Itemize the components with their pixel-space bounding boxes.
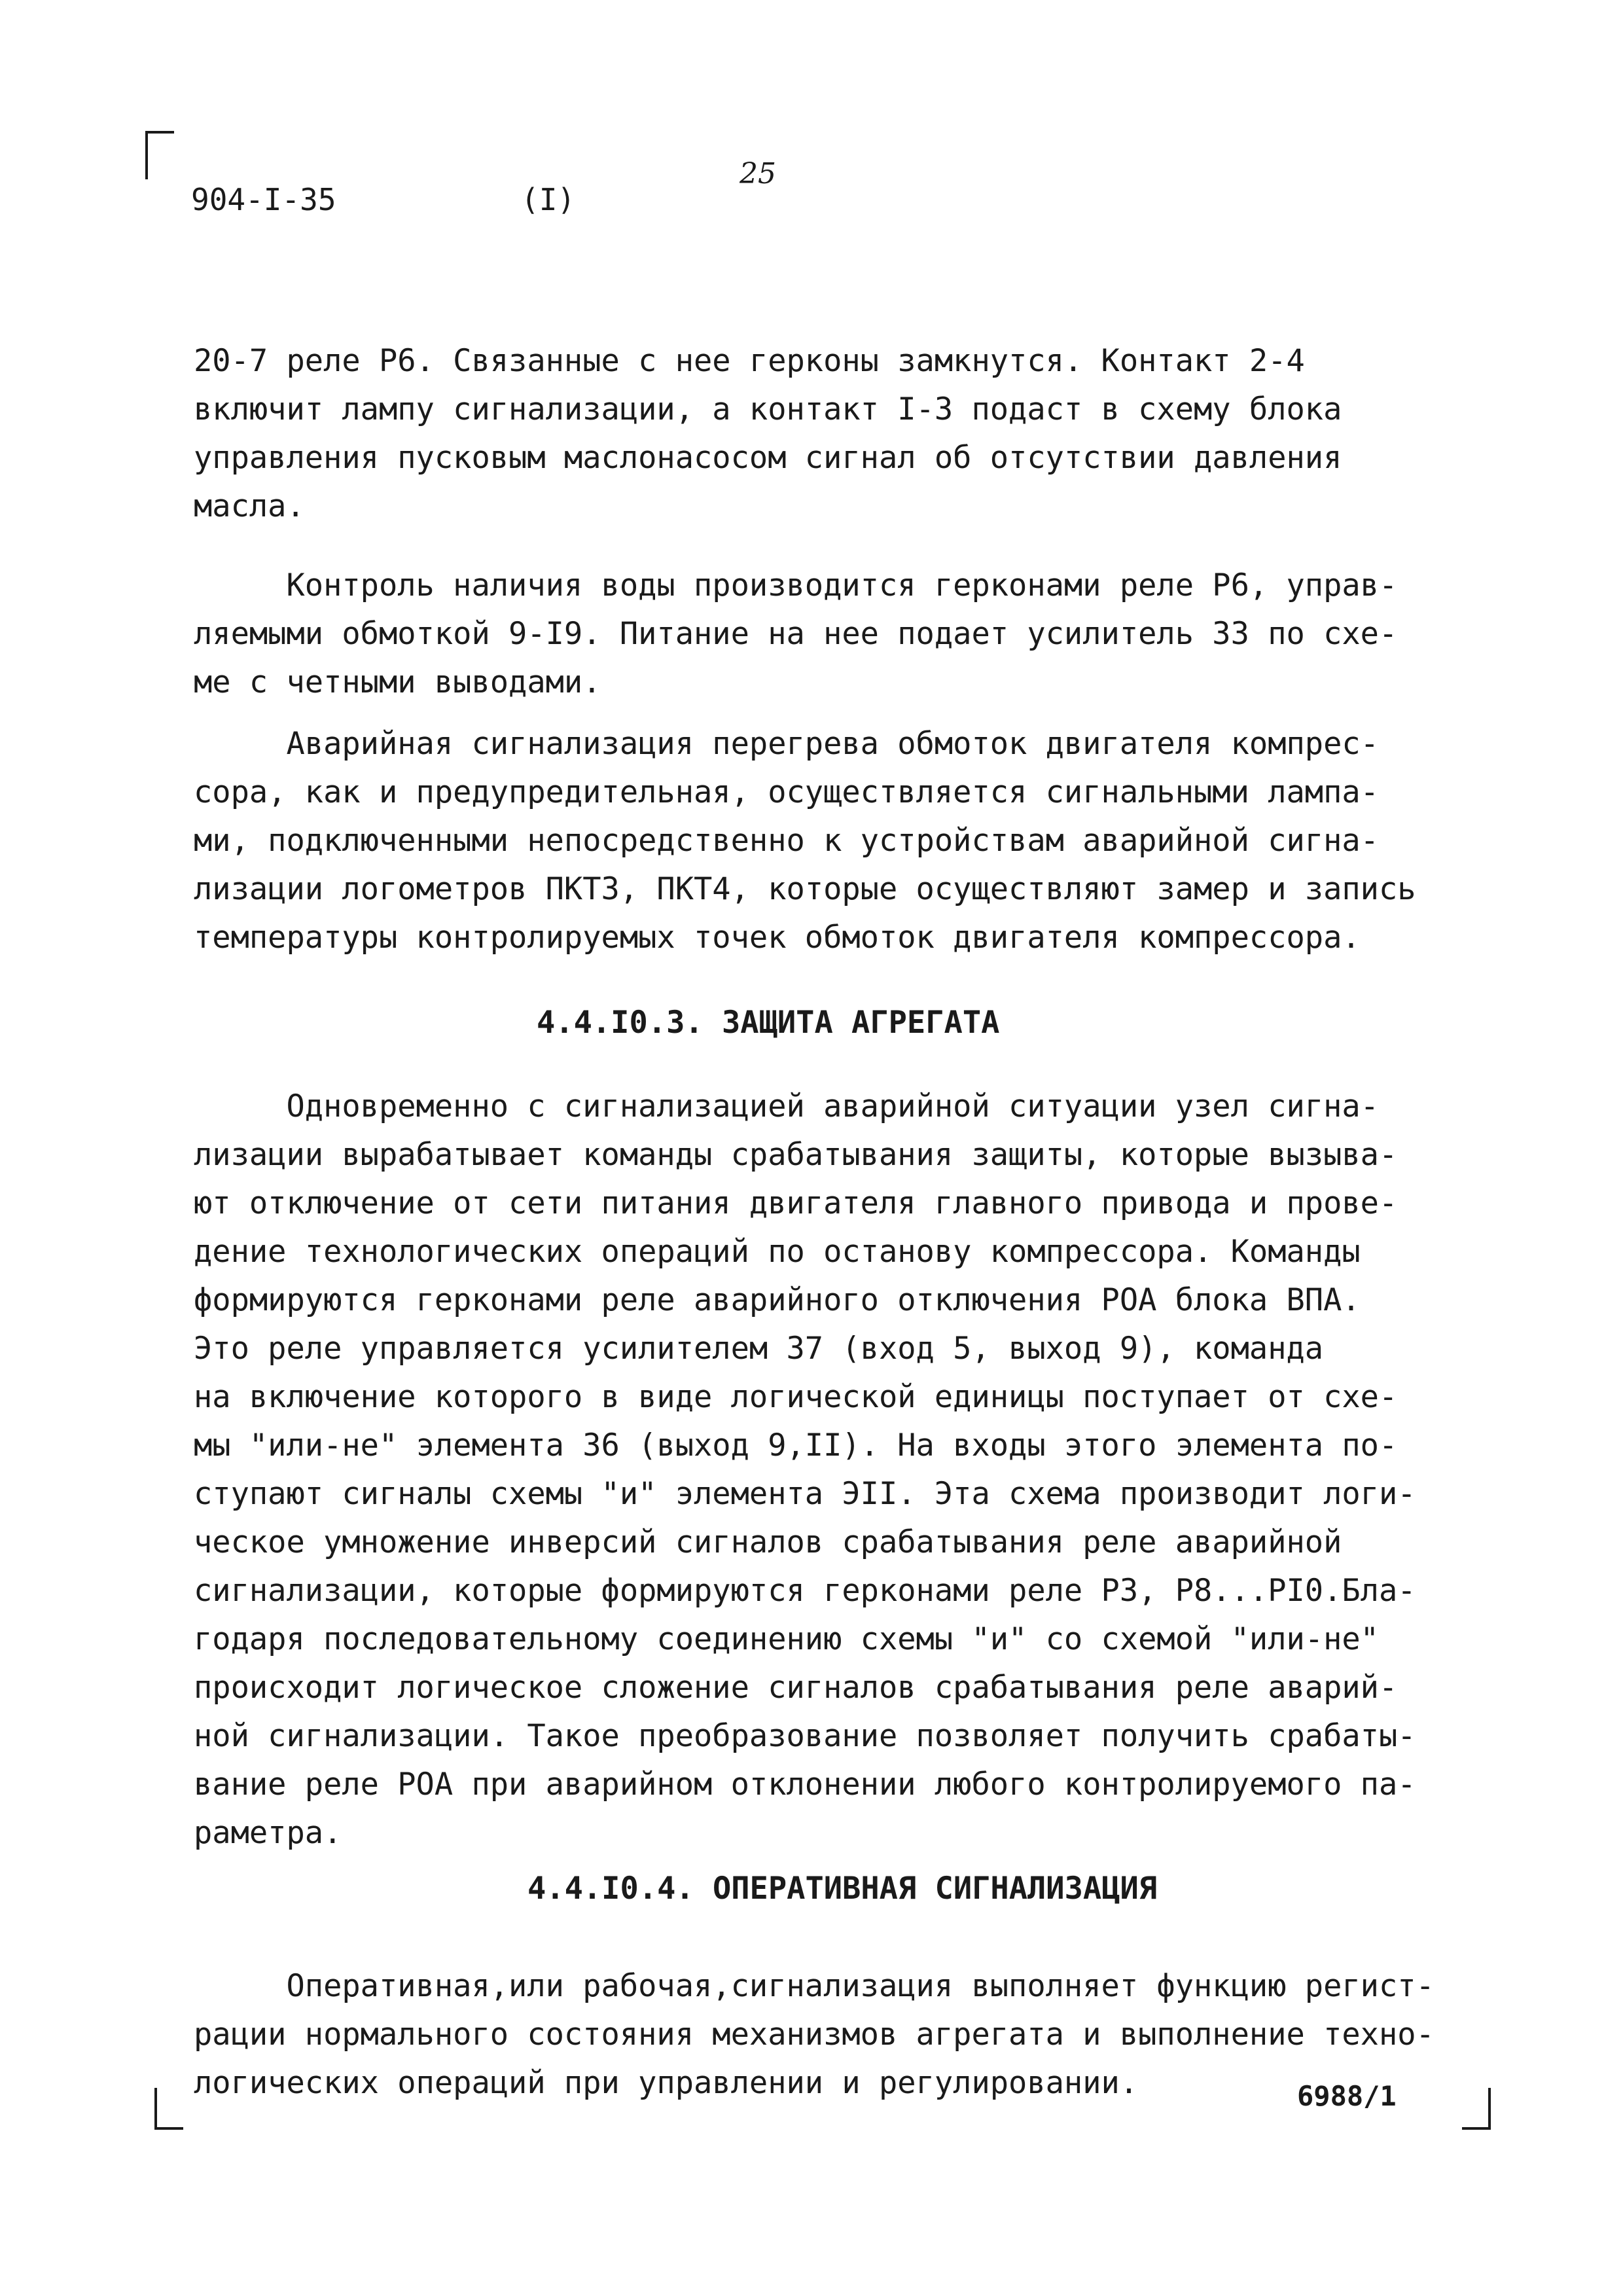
text-line: масла.: [194, 488, 305, 524]
document-part: (I): [521, 182, 576, 217]
corner-mark-bottom-left: [154, 2088, 183, 2130]
text-line: ми, подключенными непосредственно к устройствам аварийной сигна-: [194, 823, 1379, 859]
text-line: на включение которого в виде логической единицы поступает от схе-: [194, 1379, 1398, 1415]
text-line: рации нормального состояния механизмов агрегата и выполнение техно-: [194, 2017, 1435, 2053]
document-code: 904-I-35: [191, 182, 336, 217]
text-line: температуры контролируемых точек обмоток двигателя компрессора.: [194, 920, 1361, 956]
corner-mark-top-left: [145, 131, 174, 179]
text-line: ют отключение от сети питания двигателя главного привода и прове-: [194, 1185, 1398, 1221]
text-line: сора, как и предупредительная, осуществляется сигнальными лампа-: [194, 774, 1379, 810]
text-line: лизации вырабатывает команды срабатывания защиты, которые вызыва-: [194, 1137, 1398, 1173]
text-line: управления пусковым маслонасосом сигнал об отсутствии давления: [194, 440, 1342, 476]
text-line: лизации логометров ПКТ3, ПКТ4, которые осуществляют замер и запись: [194, 871, 1416, 907]
text-line: ной сигнализации. Такое преобразование позволяет получить срабаты-: [194, 1718, 1416, 1754]
text-line: Оперативная,или рабочая,сигнализация выполняет функцию регист-: [194, 1968, 1435, 2004]
text-line: Одновременно с сигнализацией аварийной ситуации узел сигна-: [194, 1088, 1379, 1124]
text-line: формируются герконами реле аварийного отключения РОА блока ВПА.: [194, 1282, 1361, 1318]
text-line: логических операций при управлении и регулировании.: [194, 2065, 1139, 2101]
text-line: происходит логическое сложение сигналов срабатывания реле аварий-: [194, 1670, 1398, 1706]
page-number: 25: [740, 157, 776, 190]
text-line: включит лампу сигнализации, а контакт I-3 подаст в схему блока: [194, 391, 1342, 427]
text-line: вание реле РОА при аварийном отклонении любого контролируемого па-: [194, 1767, 1416, 1803]
text-line: сигнализации, которые формируются герконами реле Р3, Р8...РI0.Бла-: [194, 1573, 1416, 1609]
text-line: мы "или-не" элемента 36 (выход 9,II). На входы этого элемента по-: [194, 1427, 1398, 1463]
text-line: Это реле управляется усилителем 37 (вход 5, выход 9), команда: [194, 1331, 1324, 1367]
sheet-number: 6988/1: [1297, 2080, 1397, 2112]
text-line: ческое умножение инверсий сигналов срабатывания реле аварийной: [194, 1524, 1342, 1560]
text-line: Аварийная сигнализация перегрева обмоток двигателя компрес-: [194, 726, 1379, 762]
text-line: Контроль наличия воды производится герконами реле Р6, управ-: [194, 567, 1398, 603]
text-line: ме с четными выводами.: [194, 664, 601, 700]
section-heading: 4.4.I0.4. ОПЕРАТИВНАЯ СИГНАЛИЗАЦИЯ: [527, 1871, 1158, 1907]
text-line: раметра.: [194, 1815, 342, 1851]
text-line: годаря последовательному соединению схемы "и" со схемой "или-не": [194, 1621, 1379, 1657]
section-heading: 4.4.I0.3. ЗАЩИТА АГРЕГАТА: [537, 1005, 1000, 1041]
text-line: дение технологических операций по останову компрессора. Команды: [194, 1234, 1361, 1270]
text-line: ступают сигналы схемы "и" элемента ЭII. Эта схема производит логи-: [194, 1476, 1416, 1512]
text-line: ляемыми обмоткой 9-I9. Питание на нее подает усилитель 33 по схе-: [194, 616, 1398, 652]
text-line: 20-7 реле Р6. Связанные с нее герконы замкнутся. Контакт 2-4: [194, 343, 1305, 379]
